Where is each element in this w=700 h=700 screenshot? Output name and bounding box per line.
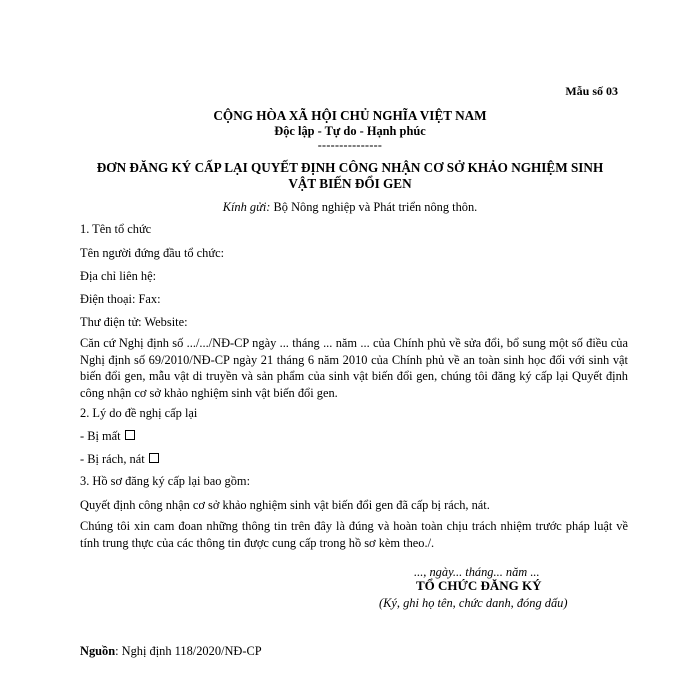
section3-heading: 3. Hồ sơ đăng ký cấp lại bao gồm: <box>80 474 251 488</box>
reason-damaged-label: - Bị rách, nát <box>80 452 145 466</box>
section1-heading: 1. Tên tổ chức <box>80 222 152 236</box>
field-head-of-org: Tên người đứng đầu tổ chức: <box>80 246 225 260</box>
reason-damaged-checkbox[interactable] <box>149 453 159 463</box>
source-label: Nguồn <box>80 644 116 658</box>
reason-lost-checkbox[interactable] <box>125 430 135 440</box>
commitment-paragraph: Chúng tôi xin cam đoan những thông tin trên đây là đúng và hoàn toàn chịu trách nhiệm trước pháp luật về tính trung thực của các thông tin được cung cấp trong hồ sơ kèm theo./. <box>80 519 628 550</box>
signature-note: (Ký, ghi họ tên, chức danh, đóng dấu) <box>379 596 568 610</box>
addressee-value: Bộ Nông nghiệp và Phát triển nông thôn. <box>273 200 478 214</box>
field-address: Địa chỉ liên hệ: <box>80 269 157 283</box>
form-number: Mẫu số 03 <box>565 84 618 98</box>
field-phone-fax: Điện thoại: Fax: <box>80 292 161 306</box>
field-email-website: Thư điện tử: Website: <box>80 315 188 329</box>
basis-paragraph: Căn cứ Nghị định số .../.../NĐ-CP ngày ... tháng ... năm ... của Chính phủ về sửa đổi, bổ sung một số điều của Nghị định số 69/2010/NĐ-CP ngày 21 tháng 6 năm 2010 của Chính phủ về an toàn sinh học đối với sinh vật biến đổi gen, mẫu vật di truyền và sản phẩm của sinh vật biến đổi gen, chúng tôi đăng ký cấp lại Quyết định công nhận cơ sở khảo nghiệm sinh vật biến đổi gen. <box>80 336 628 400</box>
signature-org: TỔ CHỨC ĐĂNG KÝ <box>416 578 542 593</box>
nation-header: CỘNG HÒA XÃ HỘI CHỦ NGHĨA VIỆT NAM <box>213 108 487 123</box>
source-line <box>80 644 262 659</box>
addressee-label: Kính gửi: <box>222 200 271 214</box>
section2-heading: 2. Lý do đề nghị cấp lại <box>80 406 198 420</box>
reason-damaged <box>80 452 159 467</box>
motto: Độc lập - Tự do - Hạnh phúc <box>274 124 426 138</box>
reason-lost-label: - Bị mất <box>80 429 121 443</box>
reason-lost <box>80 429 135 444</box>
source-value: : Nghị định 118/2020/NĐ-CP <box>115 644 262 658</box>
document-title-line2: VẬT BIẾN ĐỔI GEN <box>288 176 412 191</box>
document-title-line1: ĐƠN ĐĂNG KÝ CẤP LẠI QUYẾT ĐỊNH CÔNG NHẬN CƠ SỞ KHẢO NGHIỆM SINH <box>96 160 604 175</box>
dossier-item: Quyết định công nhận cơ sở khảo nghiệm sinh vật biến đổi gen đã cấp bị rách, nát. <box>80 498 490 512</box>
header-separator: --------------- <box>317 138 383 152</box>
addressee <box>0 200 700 215</box>
signature-date: ..., ngày... tháng... năm ... <box>414 565 540 579</box>
